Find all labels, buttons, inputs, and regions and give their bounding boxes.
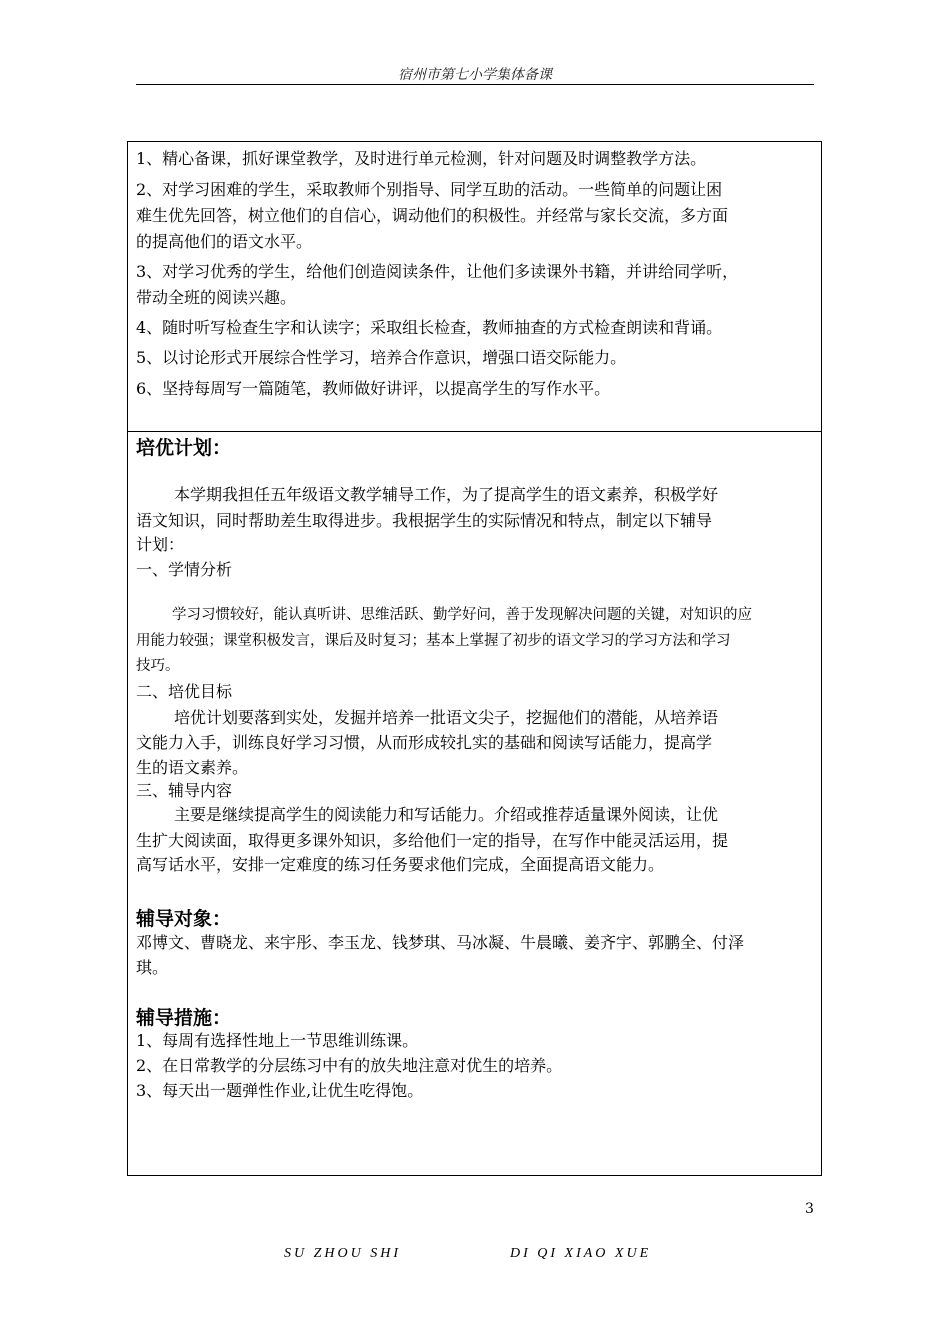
section-title: 一、学情分析 [136, 560, 233, 579]
section-body-line: 文能力入手，训练良好学习习惯，从而形成较扎实的基础和阅读写话能力，提高学 [136, 733, 713, 752]
section-body-line: 用能力较强；课堂积极发言，课后及时复习；基本上掌握了初步的语文学习的学习方法和学习 [136, 633, 731, 649]
measure-line: 1、精心备课，抓好课堂教学，及时进行单元检测，针对问题及时调整教学方法。 [136, 149, 707, 168]
measure-line: 6、坚持每周写一篇随笔，教师做好讲评，以提高学生的写作水平。 [136, 379, 611, 398]
measure-line: 难生优先回答，树立他们的自信心，调动他们的积极性。并经常与家长交流，多方面 [136, 206, 729, 225]
header-rule [136, 84, 814, 85]
plan-intro-line: 语文知识，同时帮助差生取得进步。我根据学生的实际情况和特点，制定以下辅导 [136, 511, 713, 530]
plan-heading: 培优计划： [136, 437, 232, 459]
section-body-line: 生的语文素养。 [136, 758, 249, 777]
measure-line: 2、对学习困难的学生，采取教师个别指导、同学互助的活动。一些简单的问题让困 [136, 180, 723, 199]
section-body-line: 主要是继续提高学生的阅读能力和写话能力。介绍或推荐适量课外阅读，让优 [174, 805, 719, 824]
action-item: 3、每天出一题弹性作业,让优生吃得饱。 [136, 1081, 424, 1100]
targets-line: 邓博文、曹晓龙、来宇彤、李玉龙、钱梦琪、马冰凝、牛晨曦、姜齐宇、郭鹏全、付泽 [136, 933, 745, 952]
page-header-title: 宿州市第七小学集体备课 [398, 67, 552, 83]
section-body-line: 高写话水平，安排一定难度的练习任务要求他们完成，全面提高语文能力。 [136, 855, 665, 874]
actions-heading: 辅导措施： [136, 1007, 232, 1029]
plan-intro-line: 计划： [136, 535, 185, 554]
measure-line: 3、对学习优秀的学生，给他们创造阅读条件，让他们多读课外书籍，并讲给同学听， [136, 262, 739, 281]
section-title: 三、辅导内容 [136, 781, 233, 800]
measure-line: 5、以讨论形式开展综合性学习，培养合作意识，增强口语交际能力。 [136, 348, 627, 367]
footer-left-text: SU ZHOU SHI [284, 1246, 401, 1261]
plan-intro-line: 本学期我担任五年级语文教学辅导工作，为了提高学生的语文素养，积极学好 [174, 485, 719, 504]
section-body-line: 培优计划要落到实处，发掘并培养一批语文尖子，挖掘他们的潜能，从培养语 [174, 708, 719, 727]
table-cell-divider [127, 431, 822, 432]
footer-right-text: DI QI XIAO XUE [510, 1246, 652, 1261]
section-body-line: 生扩大阅读面，取得更多课外知识，多给他们一定的指导，在写作中能灵活运用，提 [136, 831, 729, 850]
section-body-line: 技巧。 [136, 658, 180, 674]
measure-line: 带动全班的阅读兴趣。 [136, 288, 297, 307]
action-item: 2、在日常教学的分层练习中有的放失地注意对优生的培养。 [136, 1056, 563, 1075]
section-body-line: 学习习惯较好，能认真听讲、思维活跃、勤学好问，善于发现解决问题的关键，对知识的应 [172, 607, 752, 623]
action-item: 1、每周有选择性地上一节思维训练课。 [136, 1031, 419, 1050]
page-number: 3 [805, 1201, 814, 1217]
measure-line: 的提高他们的语文水平。 [136, 232, 313, 251]
targets-heading: 辅导对象： [136, 908, 232, 930]
targets-line: 琪。 [136, 958, 169, 977]
measure-line: 4、随时听写检查生字和认读字；采取组长检查，教师抽查的方式检查朗读和背诵。 [136, 318, 723, 337]
section-title: 二、培优目标 [136, 682, 233, 701]
